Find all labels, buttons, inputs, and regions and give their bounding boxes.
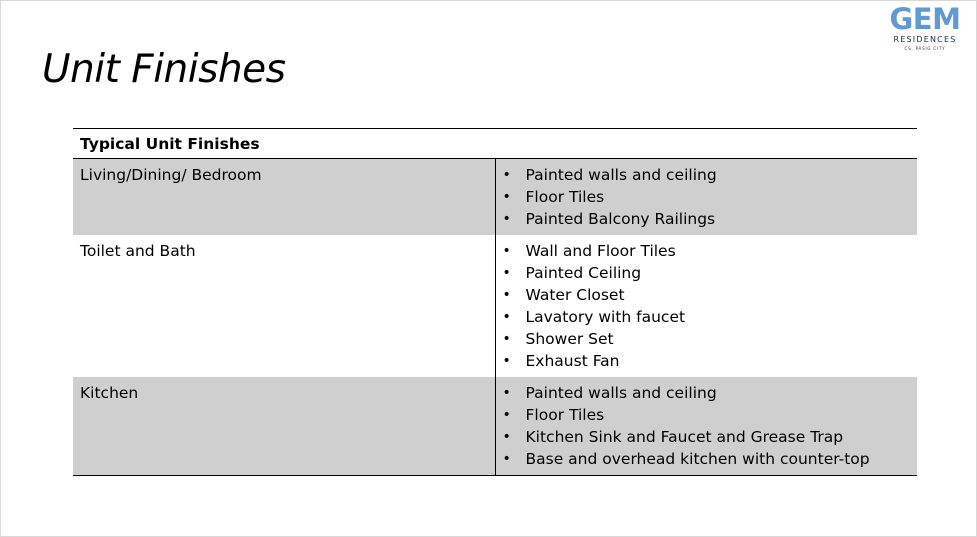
table-row-kitchen [73,377,917,476]
list-item: • Floor Tiles [503,404,911,426]
logo-mark: GEM [889,2,961,36]
list-item: • Kitchen Sink and Faucet and Grease Trap [503,426,911,448]
table-row-toilet [73,235,917,377]
list-item: • Shower Set [503,328,911,350]
list-item: • Floor Tiles [503,186,911,208]
logo-subtitle: RESIDENCES [893,35,957,44]
area-label: Kitchen [73,377,495,476]
finishes-cell [495,377,917,476]
list-item: • Painted walls and ceiling [503,164,911,186]
area-label: Toilet and Bath [73,235,495,377]
finishes-list [503,382,911,470]
list-item: • Painted Ceiling [503,262,911,284]
area-label: Living/Dining/ Bedroom [73,159,495,236]
finishes-list [503,164,911,230]
list-item: • Painted walls and ceiling [503,382,911,404]
unit-finishes-table [73,128,917,476]
finishes-cell [495,235,917,377]
table-row-living [73,159,917,236]
list-item: • Wall and Floor Tiles [503,240,911,262]
gem-residences-logo [881,2,969,57]
list-item: • Lavatory with faucet [503,306,911,328]
finishes-list [503,240,911,372]
list-item: • Exhaust Fan [503,350,911,372]
logo-location: CS. PASIG CITY [904,46,946,51]
slide-title: Unit Finishes [42,47,286,92]
table-header-row [73,129,917,159]
list-item: • Base and overhead kitchen with counter-top [503,448,911,470]
table-header: Typical Unit Finishes [73,129,917,159]
list-item: • Water Closet [503,284,911,306]
finishes-cell [495,159,917,236]
list-item: • Painted Balcony Railings [503,208,911,230]
